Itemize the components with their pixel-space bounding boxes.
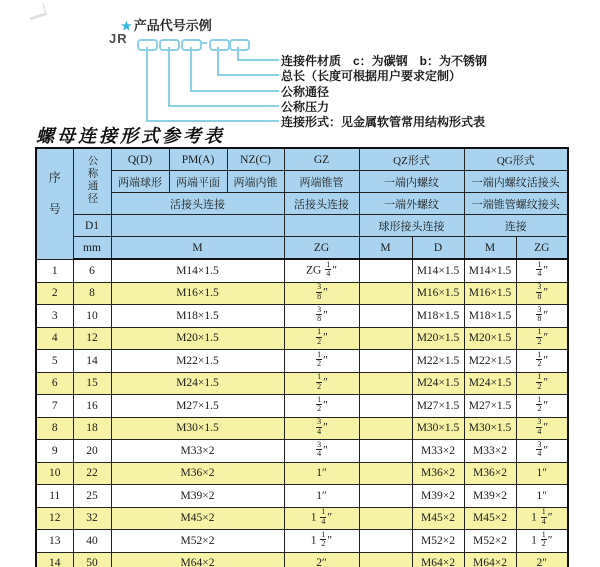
- table-title: 螺母连接形式参考表: [36, 126, 225, 146]
- header-qz-m: M: [359, 237, 412, 260]
- cell-gz: 1 $\frac{1}{2}$ ″: [284, 530, 359, 553]
- cell-m: M27×1.5: [111, 395, 284, 418]
- cell-dn: 32: [73, 507, 111, 530]
- cell-seq: 14: [36, 552, 73, 567]
- cell-qg-m: M22×1.5: [464, 350, 516, 373]
- cell-m: M36×2: [111, 462, 284, 485]
- cell-dn: 14: [73, 350, 111, 373]
- cell-qg-zg: $\frac{1}{4}$ ″: [516, 259, 568, 282]
- code-box-5: [229, 39, 250, 51]
- cell-gz: 1 $\frac{1}{4}$ ″: [284, 507, 359, 530]
- cell-qg-zg: $\frac{1}{2}$ ″: [516, 395, 568, 418]
- cell-m: M45×2: [111, 507, 284, 530]
- table-row: [36, 552, 568, 567]
- table-row: [36, 462, 568, 485]
- header-pm-desc: 两端平面: [169, 171, 227, 193]
- cell-qg-m: M39×2: [464, 485, 516, 508]
- cell-qz-m: [359, 282, 412, 305]
- cell-qz-d: M64×2: [412, 552, 464, 567]
- cell-qg-m: M64×2: [464, 552, 516, 567]
- header-union-connection: 活接头连接: [111, 193, 284, 215]
- cell-dn: 25: [73, 485, 111, 508]
- cell-seq: 11: [36, 485, 73, 508]
- leader-line-vertical: [146, 47, 148, 122]
- cell-m: M20×1.5: [111, 327, 284, 350]
- table-row: [36, 507, 568, 530]
- cell-qz-m: [359, 462, 412, 485]
- table-row: [36, 440, 568, 463]
- cell-dn: 10: [73, 305, 111, 328]
- header-gz: GZ: [284, 148, 359, 171]
- cell-qg-m: M14×1.5: [464, 259, 516, 282]
- cell-dn: 50: [73, 552, 111, 567]
- table-row: [36, 395, 568, 418]
- header-qz-desc2: 一端外螺纹: [359, 193, 464, 215]
- cell-m: M64×2: [111, 552, 284, 567]
- code-label-length: 总长（长度可根据用户要求定制）: [281, 69, 462, 83]
- cell-qg-zg: $\frac{1}{2}$ ″: [516, 372, 568, 395]
- header-qz-form: QZ形式: [359, 148, 464, 171]
- cell-m: M14×1.5: [111, 259, 284, 282]
- cell-qz-d: M52×2: [412, 530, 464, 553]
- cell-gz: $\frac{1}{2}$ ″: [284, 327, 359, 350]
- cell-gz: 1″: [284, 462, 359, 485]
- cell-qz-d: M45×2: [412, 507, 464, 530]
- cell-gz: $\frac{3}{4}$ ″: [284, 417, 359, 440]
- cell-qz-m: [359, 530, 412, 553]
- cell-gz: 2″: [284, 552, 359, 567]
- table-row: [36, 327, 568, 350]
- code-label-material: 连接件材质 c：为碳钢 b：为不锈钢: [281, 54, 488, 68]
- cell-qg-m: M36×2: [464, 462, 516, 485]
- empty-cell: [284, 215, 359, 237]
- cell-dn: 22: [73, 462, 111, 485]
- cell-gz: $\frac{3}{8}$ ″: [284, 282, 359, 305]
- cell-gz: $\frac{3}{4}$ ″: [284, 440, 359, 463]
- table-body: [36, 259, 568, 567]
- table-row: [36, 259, 568, 282]
- code-label-pressure: 公称压力: [281, 100, 330, 114]
- product-code-example-title: [121, 15, 212, 34]
- cell-qg-zg: $\frac{3}{4}$ ″: [516, 417, 568, 440]
- cell-qz-m: [359, 372, 412, 395]
- cell-qg-m: M45×2: [464, 507, 516, 530]
- cell-seq: 7: [36, 395, 73, 418]
- cell-gz: $\frac{1}{2}$ ″: [284, 350, 359, 373]
- cell-qg-m: M27×1.5: [464, 395, 516, 418]
- cell-qg-zg: $\frac{1}{2}$ ″: [516, 327, 568, 350]
- cell-dn: 12: [73, 327, 111, 350]
- table-row: [36, 282, 568, 305]
- header-nz-desc: 两端内锥: [227, 171, 284, 193]
- header-qz-desc1: 一端内螺纹: [359, 171, 464, 193]
- code-dash: [200, 42, 207, 44]
- cell-m: M39×2: [111, 485, 284, 508]
- cell-dn: 40: [73, 530, 111, 553]
- nut-connection-reference-table: [35, 147, 569, 567]
- cell-qg-m: M20×1.5: [464, 327, 516, 350]
- cell-seq: 9: [36, 440, 73, 463]
- cell-qg-zg: $\frac{3}{8}$ ″: [516, 282, 568, 305]
- leader-line-vertical: [190, 47, 192, 91]
- code-prefix: JR: [109, 31, 128, 46]
- cell-dn: 6: [73, 259, 111, 282]
- header-qg-m: M: [464, 237, 516, 260]
- header-dn: 公称通径: [73, 148, 111, 215]
- leader-line-horizontal: [168, 105, 279, 107]
- code-label-diameter: 公称通径: [281, 85, 330, 99]
- cell-qz-d: M33×2: [412, 440, 464, 463]
- cell-dn: 18: [73, 417, 111, 440]
- cell-seq: 8: [36, 417, 73, 440]
- cell-seq: 6: [36, 372, 73, 395]
- cell-qz-m: [359, 440, 412, 463]
- cell-qz-d: M24×1.5: [412, 372, 464, 395]
- cell-m: M52×2: [111, 530, 284, 553]
- cell-gz: $\frac{1}{2}$ ″: [284, 372, 359, 395]
- cell-qz-m: [359, 259, 412, 282]
- table-row: [36, 305, 568, 328]
- cell-qg-m: M18×1.5: [464, 305, 516, 328]
- cell-qz-m: [359, 552, 412, 567]
- header-d1: D1: [73, 215, 111, 237]
- cell-qg-zg: $\frac{3}{4}$ ″: [516, 440, 568, 463]
- table-header: [36, 148, 568, 259]
- table-row: [36, 372, 568, 395]
- cell-qz-d: M22×1.5: [412, 350, 464, 373]
- cell-m: M16×1.5: [111, 282, 284, 305]
- cell-qg-zg: 1 $\frac{1}{4}$ ″: [516, 507, 568, 530]
- header-mm: mm: [73, 237, 111, 260]
- cell-dn: 20: [73, 440, 111, 463]
- cell-seq: 13: [36, 530, 73, 553]
- cell-gz: 1″: [284, 485, 359, 508]
- cell-qz-d: M36×2: [412, 462, 464, 485]
- header-pm: PM(A): [169, 148, 227, 171]
- cell-gz: $\frac{3}{8}$ ″: [284, 305, 359, 328]
- header-qg-connection: 连接: [464, 215, 568, 237]
- cell-qz-m: [359, 417, 412, 440]
- leader-line-horizontal: [237, 59, 279, 61]
- cell-qg-m: M24×1.5: [464, 372, 516, 395]
- cell-qg-m: M30×1.5: [464, 417, 516, 440]
- cell-qz-d: M14×1.5: [412, 259, 464, 282]
- cell-qz-m: [359, 485, 412, 508]
- header-q-desc: 两端球形: [111, 171, 169, 193]
- cell-m: M33×2: [111, 440, 284, 463]
- cell-qz-d: M18×1.5: [412, 305, 464, 328]
- cell-gz: $\frac{1}{2}$ ″: [284, 395, 359, 418]
- star-icon: ★: [121, 19, 132, 33]
- code-box-4: [209, 39, 230, 51]
- leader-line-vertical: [217, 47, 219, 76]
- table-row: [36, 350, 568, 373]
- cell-qz-d: M20×1.5: [412, 327, 464, 350]
- header-gz-connection: 活接头连接: [284, 193, 359, 215]
- cell-qz-d: M16×1.5: [412, 282, 464, 305]
- table-row: [36, 485, 568, 508]
- cell-qg-zg: 1″: [516, 462, 568, 485]
- cell-qg-zg: 1″: [516, 485, 568, 508]
- header-qz-d: D: [412, 237, 464, 260]
- cell-qz-m: [359, 305, 412, 328]
- cell-seq: 1: [36, 259, 73, 282]
- header-seq: 序号: [36, 148, 73, 259]
- cell-qz-m: [359, 507, 412, 530]
- cell-seq: 2: [36, 282, 73, 305]
- header-qg-form: QG形式: [464, 148, 568, 171]
- cell-qz-d: M27×1.5: [412, 395, 464, 418]
- code-label-connection: 连接形式：见金属软管常用结构形式表: [281, 115, 486, 129]
- leader-line-vertical: [168, 47, 170, 106]
- header-m-main: M: [111, 237, 284, 260]
- cell-dn: 8: [73, 282, 111, 305]
- cell-qg-zg: 2″: [516, 552, 568, 567]
- header-gz-desc: 两端锥管: [284, 171, 359, 193]
- header-qg-zg: ZG: [516, 237, 568, 260]
- cell-qg-m: M33×2: [464, 440, 516, 463]
- leader-line-horizontal: [217, 74, 279, 76]
- header-qg-desc2: 一端锥管螺纹接头: [464, 193, 568, 215]
- leader-line-horizontal: [190, 90, 279, 92]
- cell-seq: 12: [36, 507, 73, 530]
- cell-m: M30×1.5: [111, 417, 284, 440]
- cell-qz-m: [359, 327, 412, 350]
- header-qg-desc1: 一端内螺纹活接头: [464, 171, 568, 193]
- header-nz: NZ(C): [227, 148, 284, 171]
- cell-qz-m: [359, 350, 412, 373]
- header-q: Q(D): [111, 148, 169, 171]
- product-code-example-label: 产品代号示例: [133, 18, 212, 33]
- cell-seq: 3: [36, 305, 73, 328]
- table-row: [36, 417, 568, 440]
- empty-cell: [111, 215, 284, 237]
- cell-qz-m: [359, 395, 412, 418]
- cell-qg-zg: $\frac{1}{2}$ ″: [516, 350, 568, 373]
- table-row: [36, 530, 568, 553]
- cell-dn: 16: [73, 395, 111, 418]
- cell-qz-d: M30×1.5: [412, 417, 464, 440]
- cell-qz-d: M39×2: [412, 485, 464, 508]
- cell-gz: ZG $\frac{1}{4}$ ″: [284, 259, 359, 282]
- cell-qg-zg: 1 $\frac{1}{2}$ ″: [516, 530, 568, 553]
- scan-artifact: [26, 3, 47, 21]
- header-zg-gz: ZG: [284, 237, 359, 260]
- cell-qg-zg: $\frac{3}{8}$ ″: [516, 305, 568, 328]
- cell-dn: 15: [73, 372, 111, 395]
- cell-seq: 5: [36, 350, 73, 373]
- cell-m: M22×1.5: [111, 350, 284, 373]
- cell-m: M18×1.5: [111, 305, 284, 328]
- cell-seq: 4: [36, 327, 73, 350]
- cell-seq: 10: [36, 462, 73, 485]
- cell-qg-m: M52×2: [464, 530, 516, 553]
- cell-qg-m: M16×1.5: [464, 282, 516, 305]
- cell-m: M24×1.5: [111, 372, 284, 395]
- header-qz-connection: 球形接头连接: [359, 215, 464, 237]
